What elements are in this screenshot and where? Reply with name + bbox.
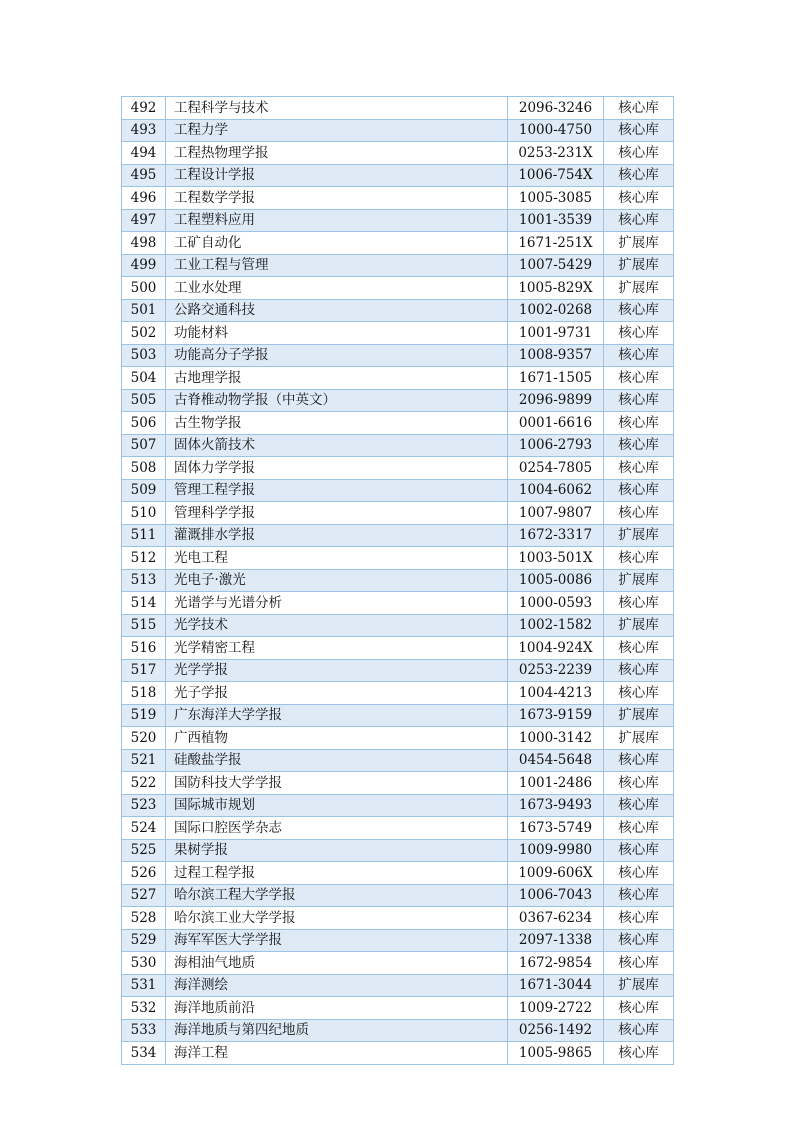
library-type-cell: 核心库 bbox=[604, 209, 674, 232]
library-type-cell: 核心库 bbox=[604, 187, 674, 210]
table-row bbox=[122, 434, 674, 457]
table-row bbox=[122, 232, 674, 255]
table-row bbox=[122, 839, 674, 862]
library-type-cell: 核心库 bbox=[604, 817, 674, 840]
journal-name-cell: 工程热物理学报 bbox=[166, 142, 508, 165]
journal-name-cell: 海洋地质前沿 bbox=[166, 997, 508, 1020]
row-number-cell: 501 bbox=[122, 299, 166, 322]
library-type-cell: 核心库 bbox=[604, 839, 674, 862]
row-number-cell: 526 bbox=[122, 862, 166, 885]
row-number-cell: 504 bbox=[122, 367, 166, 390]
row-number-cell: 525 bbox=[122, 839, 166, 862]
journal-name-cell: 功能高分子学报 bbox=[166, 344, 508, 367]
library-type-cell: 核心库 bbox=[604, 322, 674, 345]
issn-cell: 1004-924X bbox=[508, 637, 604, 660]
row-number-cell: 498 bbox=[122, 232, 166, 255]
issn-cell: 1009-606X bbox=[508, 862, 604, 885]
issn-cell: 1671-1505 bbox=[508, 367, 604, 390]
table-row bbox=[122, 277, 674, 300]
row-number-cell: 507 bbox=[122, 434, 166, 457]
table-row bbox=[122, 614, 674, 637]
table-row bbox=[122, 682, 674, 705]
library-type-cell: 扩展库 bbox=[604, 254, 674, 277]
journal-name-cell: 光电子·激光 bbox=[166, 569, 508, 592]
row-number-cell: 532 bbox=[122, 997, 166, 1020]
journal-name-cell: 管理科学学报 bbox=[166, 502, 508, 525]
issn-cell: 1005-829X bbox=[508, 277, 604, 300]
row-number-cell: 513 bbox=[122, 569, 166, 592]
journal-name-cell: 古地理学报 bbox=[166, 367, 508, 390]
journal-name-cell: 管理工程学报 bbox=[166, 479, 508, 502]
journal-name-cell: 哈尔滨工业大学学报 bbox=[166, 907, 508, 930]
table-row bbox=[122, 187, 674, 210]
issn-cell: 1000-3142 bbox=[508, 727, 604, 750]
library-type-cell: 核心库 bbox=[604, 794, 674, 817]
row-number-cell: 495 bbox=[122, 164, 166, 187]
row-number-cell: 516 bbox=[122, 637, 166, 660]
table-row bbox=[122, 1019, 674, 1042]
issn-cell: 1002-1582 bbox=[508, 614, 604, 637]
issn-cell: 1006-2793 bbox=[508, 434, 604, 457]
journal-name-cell: 硅酸盐学报 bbox=[166, 749, 508, 772]
table-row bbox=[122, 479, 674, 502]
library-type-cell: 核心库 bbox=[604, 389, 674, 412]
issn-cell: 2096-3246 bbox=[508, 97, 604, 120]
journal-name-cell: 海军军医大学学报 bbox=[166, 929, 508, 952]
library-type-cell: 核心库 bbox=[604, 637, 674, 660]
issn-cell: 1005-9865 bbox=[508, 1042, 604, 1065]
journal-name-cell: 固体力学学报 bbox=[166, 457, 508, 480]
library-type-cell: 核心库 bbox=[604, 1019, 674, 1042]
journal-name-cell: 光学技术 bbox=[166, 614, 508, 637]
issn-cell: 0254-7805 bbox=[508, 457, 604, 480]
library-type-cell: 核心库 bbox=[604, 479, 674, 502]
journal-name-cell: 工业工程与管理 bbox=[166, 254, 508, 277]
journal-name-cell: 工程数学学报 bbox=[166, 187, 508, 210]
library-type-cell: 核心库 bbox=[604, 367, 674, 390]
library-type-cell: 核心库 bbox=[604, 997, 674, 1020]
table-row bbox=[122, 412, 674, 435]
journal-name-cell: 光学学报 bbox=[166, 659, 508, 682]
journal-name-cell: 国防科技大学学报 bbox=[166, 772, 508, 795]
journal-name-cell: 工程塑料应用 bbox=[166, 209, 508, 232]
row-number-cell: 521 bbox=[122, 749, 166, 772]
issn-cell: 1009-9980 bbox=[508, 839, 604, 862]
issn-cell: 1001-3539 bbox=[508, 209, 604, 232]
library-type-cell: 核心库 bbox=[604, 659, 674, 682]
journal-name-cell: 工矿自动化 bbox=[166, 232, 508, 255]
table-row bbox=[122, 817, 674, 840]
row-number-cell: 493 bbox=[122, 119, 166, 142]
issn-cell: 0367-6234 bbox=[508, 907, 604, 930]
library-type-cell: 核心库 bbox=[604, 457, 674, 480]
library-type-cell: 核心库 bbox=[604, 592, 674, 615]
row-number-cell: 506 bbox=[122, 412, 166, 435]
journal-name-cell: 功能材料 bbox=[166, 322, 508, 345]
library-type-cell: 核心库 bbox=[604, 682, 674, 705]
journal-name-cell: 工程设计学报 bbox=[166, 164, 508, 187]
issn-cell: 1671-3044 bbox=[508, 974, 604, 997]
row-number-cell: 529 bbox=[122, 929, 166, 952]
row-number-cell: 527 bbox=[122, 884, 166, 907]
table-row bbox=[122, 547, 674, 570]
table-row bbox=[122, 862, 674, 885]
library-type-cell: 核心库 bbox=[604, 952, 674, 975]
library-type-cell: 核心库 bbox=[604, 502, 674, 525]
row-number-cell: 528 bbox=[122, 907, 166, 930]
issn-cell: 1002-0268 bbox=[508, 299, 604, 322]
table-row bbox=[122, 389, 674, 412]
library-type-cell: 核心库 bbox=[604, 907, 674, 930]
library-type-cell: 核心库 bbox=[604, 344, 674, 367]
table-row bbox=[122, 502, 674, 525]
row-number-cell: 522 bbox=[122, 772, 166, 795]
row-number-cell: 509 bbox=[122, 479, 166, 502]
row-number-cell: 520 bbox=[122, 727, 166, 750]
issn-cell: 0001-6616 bbox=[508, 412, 604, 435]
journal-name-cell: 果树学报 bbox=[166, 839, 508, 862]
issn-cell: 1001-2486 bbox=[508, 772, 604, 795]
table-row bbox=[122, 997, 674, 1020]
library-type-cell: 核心库 bbox=[604, 547, 674, 570]
library-type-cell: 核心库 bbox=[604, 1042, 674, 1065]
issn-cell: 1003-501X bbox=[508, 547, 604, 570]
row-number-cell: 515 bbox=[122, 614, 166, 637]
issn-cell: 0454-5648 bbox=[508, 749, 604, 772]
issn-cell: 1673-9159 bbox=[508, 704, 604, 727]
issn-cell: 1000-0593 bbox=[508, 592, 604, 615]
issn-cell: 1001-9731 bbox=[508, 322, 604, 345]
table-row bbox=[122, 457, 674, 480]
row-number-cell: 503 bbox=[122, 344, 166, 367]
journal-name-cell: 光电工程 bbox=[166, 547, 508, 570]
row-number-cell: 518 bbox=[122, 682, 166, 705]
journal-name-cell: 光子学报 bbox=[166, 682, 508, 705]
library-type-cell: 扩展库 bbox=[604, 704, 674, 727]
library-type-cell: 核心库 bbox=[604, 862, 674, 885]
library-type-cell: 核心库 bbox=[604, 434, 674, 457]
library-type-cell: 核心库 bbox=[604, 749, 674, 772]
issn-cell: 1009-2722 bbox=[508, 997, 604, 1020]
journal-name-cell: 广西植物 bbox=[166, 727, 508, 750]
library-type-cell: 扩展库 bbox=[604, 614, 674, 637]
row-number-cell: 512 bbox=[122, 547, 166, 570]
row-number-cell: 510 bbox=[122, 502, 166, 525]
journal-name-cell: 广东海洋大学学报 bbox=[166, 704, 508, 727]
library-type-cell: 核心库 bbox=[604, 929, 674, 952]
row-number-cell: 519 bbox=[122, 704, 166, 727]
table-row bbox=[122, 209, 674, 232]
journal-name-cell: 古脊椎动物学报（中英文） bbox=[166, 389, 508, 412]
journal-list-body bbox=[122, 97, 674, 1065]
table-row bbox=[122, 929, 674, 952]
library-type-cell: 核心库 bbox=[604, 412, 674, 435]
library-type-cell: 扩展库 bbox=[604, 277, 674, 300]
issn-cell: 1007-5429 bbox=[508, 254, 604, 277]
journal-name-cell: 公路交通科技 bbox=[166, 299, 508, 322]
row-number-cell: 505 bbox=[122, 389, 166, 412]
row-number-cell: 497 bbox=[122, 209, 166, 232]
table-row bbox=[122, 569, 674, 592]
row-number-cell: 494 bbox=[122, 142, 166, 165]
row-number-cell: 523 bbox=[122, 794, 166, 817]
journal-name-cell: 光谱学与光谱分析 bbox=[166, 592, 508, 615]
table-row bbox=[122, 794, 674, 817]
table-row bbox=[122, 322, 674, 345]
library-type-cell: 扩展库 bbox=[604, 524, 674, 547]
table-row bbox=[122, 749, 674, 772]
issn-cell: 1673-5749 bbox=[508, 817, 604, 840]
table-row bbox=[122, 974, 674, 997]
library-type-cell: 扩展库 bbox=[604, 232, 674, 255]
journal-name-cell: 海洋地质与第四纪地质 bbox=[166, 1019, 508, 1042]
journal-list-table bbox=[121, 96, 674, 1065]
issn-cell: 1671-251X bbox=[508, 232, 604, 255]
journal-name-cell: 哈尔滨工程大学学报 bbox=[166, 884, 508, 907]
issn-cell: 2097-1338 bbox=[508, 929, 604, 952]
row-number-cell: 530 bbox=[122, 952, 166, 975]
table-row bbox=[122, 97, 674, 120]
journal-name-cell: 国际口腔医学杂志 bbox=[166, 817, 508, 840]
row-number-cell: 531 bbox=[122, 974, 166, 997]
row-number-cell: 496 bbox=[122, 187, 166, 210]
table-row bbox=[122, 367, 674, 390]
table-row bbox=[122, 952, 674, 975]
issn-cell: 1672-9854 bbox=[508, 952, 604, 975]
table-row bbox=[122, 524, 674, 547]
row-number-cell: 524 bbox=[122, 817, 166, 840]
issn-cell: 2096-9899 bbox=[508, 389, 604, 412]
journal-name-cell: 古生物学报 bbox=[166, 412, 508, 435]
table-row bbox=[122, 164, 674, 187]
row-number-cell: 533 bbox=[122, 1019, 166, 1042]
library-type-cell: 核心库 bbox=[604, 97, 674, 120]
library-type-cell: 扩展库 bbox=[604, 727, 674, 750]
issn-cell: 1005-0086 bbox=[508, 569, 604, 592]
row-number-cell: 514 bbox=[122, 592, 166, 615]
journal-name-cell: 海洋测绘 bbox=[166, 974, 508, 997]
row-number-cell: 500 bbox=[122, 277, 166, 300]
library-type-cell: 核心库 bbox=[604, 164, 674, 187]
issn-cell: 1007-9807 bbox=[508, 502, 604, 525]
library-type-cell: 核心库 bbox=[604, 119, 674, 142]
issn-cell: 1004-4213 bbox=[508, 682, 604, 705]
table-row bbox=[122, 637, 674, 660]
row-number-cell: 517 bbox=[122, 659, 166, 682]
journal-name-cell: 工程科学与技术 bbox=[166, 97, 508, 120]
journal-name-cell: 海洋工程 bbox=[166, 1042, 508, 1065]
issn-cell: 0256-1492 bbox=[508, 1019, 604, 1042]
journal-name-cell: 灌溉排水学报 bbox=[166, 524, 508, 547]
journal-name-cell: 国际城市规划 bbox=[166, 794, 508, 817]
table-row bbox=[122, 704, 674, 727]
table-row bbox=[122, 884, 674, 907]
issn-cell: 1000-4750 bbox=[508, 119, 604, 142]
table-row bbox=[122, 119, 674, 142]
issn-cell: 1006-754X bbox=[508, 164, 604, 187]
journal-name-cell: 光学精密工程 bbox=[166, 637, 508, 660]
row-number-cell: 508 bbox=[122, 457, 166, 480]
issn-cell: 0253-2239 bbox=[508, 659, 604, 682]
journal-name-cell: 过程工程学报 bbox=[166, 862, 508, 885]
library-type-cell: 核心库 bbox=[604, 772, 674, 795]
table-row bbox=[122, 592, 674, 615]
table-row bbox=[122, 1042, 674, 1065]
issn-cell: 1006-7043 bbox=[508, 884, 604, 907]
table-row bbox=[122, 142, 674, 165]
issn-cell: 1005-3085 bbox=[508, 187, 604, 210]
table-row bbox=[122, 727, 674, 750]
table-row bbox=[122, 772, 674, 795]
issn-cell: 1673-9493 bbox=[508, 794, 604, 817]
library-type-cell: 核心库 bbox=[604, 142, 674, 165]
library-type-cell: 核心库 bbox=[604, 299, 674, 322]
table-row bbox=[122, 254, 674, 277]
row-number-cell: 511 bbox=[122, 524, 166, 547]
row-number-cell: 492 bbox=[122, 97, 166, 120]
journal-name-cell: 工业水处理 bbox=[166, 277, 508, 300]
journal-name-cell: 固体火箭技术 bbox=[166, 434, 508, 457]
row-number-cell: 502 bbox=[122, 322, 166, 345]
row-number-cell: 499 bbox=[122, 254, 166, 277]
library-type-cell: 扩展库 bbox=[604, 569, 674, 592]
table-row bbox=[122, 907, 674, 930]
table-row bbox=[122, 344, 674, 367]
library-type-cell: 扩展库 bbox=[604, 974, 674, 997]
issn-cell: 0253-231X bbox=[508, 142, 604, 165]
journal-name-cell: 海相油气地质 bbox=[166, 952, 508, 975]
issn-cell: 1004-6062 bbox=[508, 479, 604, 502]
table-row bbox=[122, 299, 674, 322]
issn-cell: 1008-9357 bbox=[508, 344, 604, 367]
row-number-cell: 534 bbox=[122, 1042, 166, 1065]
table-row bbox=[122, 659, 674, 682]
issn-cell: 1672-3317 bbox=[508, 524, 604, 547]
journal-name-cell: 工程力学 bbox=[166, 119, 508, 142]
library-type-cell: 核心库 bbox=[604, 884, 674, 907]
